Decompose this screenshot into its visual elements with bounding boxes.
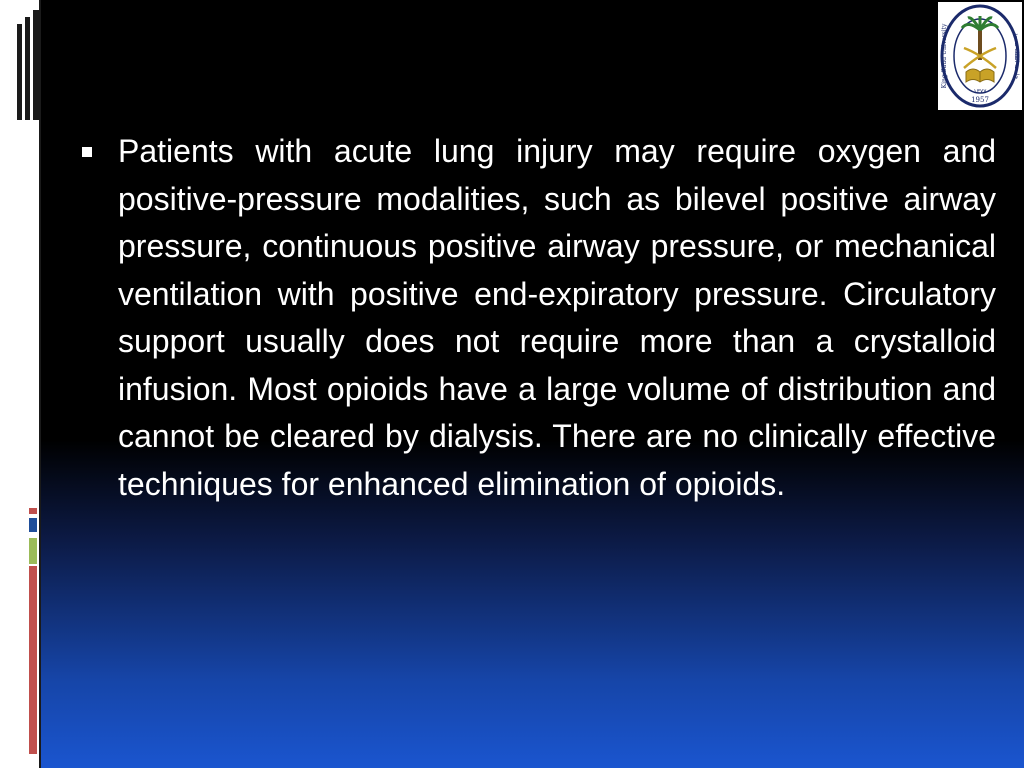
bullet-text: Patients with acute lung injury may require oxygen and positive-pressure modalities, such as bilevel positive airway pressure, continuous positive airway pressure, or mechanical ventilation with positive end-expiratory pressure. Circulatory support usually does not require more than a crystalloid infusion. Most opioids have a large volume of distribution and cannot be cleared by dialysis. There are no clinically effective techniques for enhanced elimination of opioids. — [118, 133, 996, 502]
accent-bar-red-long — [29, 566, 37, 754]
king-saud-university-seal-icon — [938, 2, 1022, 110]
slide-content — [78, 128, 996, 508]
accent-bar-blue — [29, 518, 37, 532]
accent-bar-red-small — [29, 508, 37, 514]
seal-english-name-text: King Saud University — [941, 23, 948, 89]
left-sidebar-panel — [0, 0, 41, 768]
stacked-documents-icon — [16, 10, 40, 120]
seal-arabic-year-text: ١٣٧٧ — [973, 88, 987, 95]
university-logo — [938, 2, 1022, 110]
accent-bar-green — [29, 538, 37, 564]
seal-arabic-name-text: جامعة الملك سعود — [1013, 32, 1020, 80]
bullet-item — [78, 128, 996, 508]
square-bullet-icon — [82, 147, 92, 157]
seal-year-text: 1957 — [971, 96, 989, 104]
